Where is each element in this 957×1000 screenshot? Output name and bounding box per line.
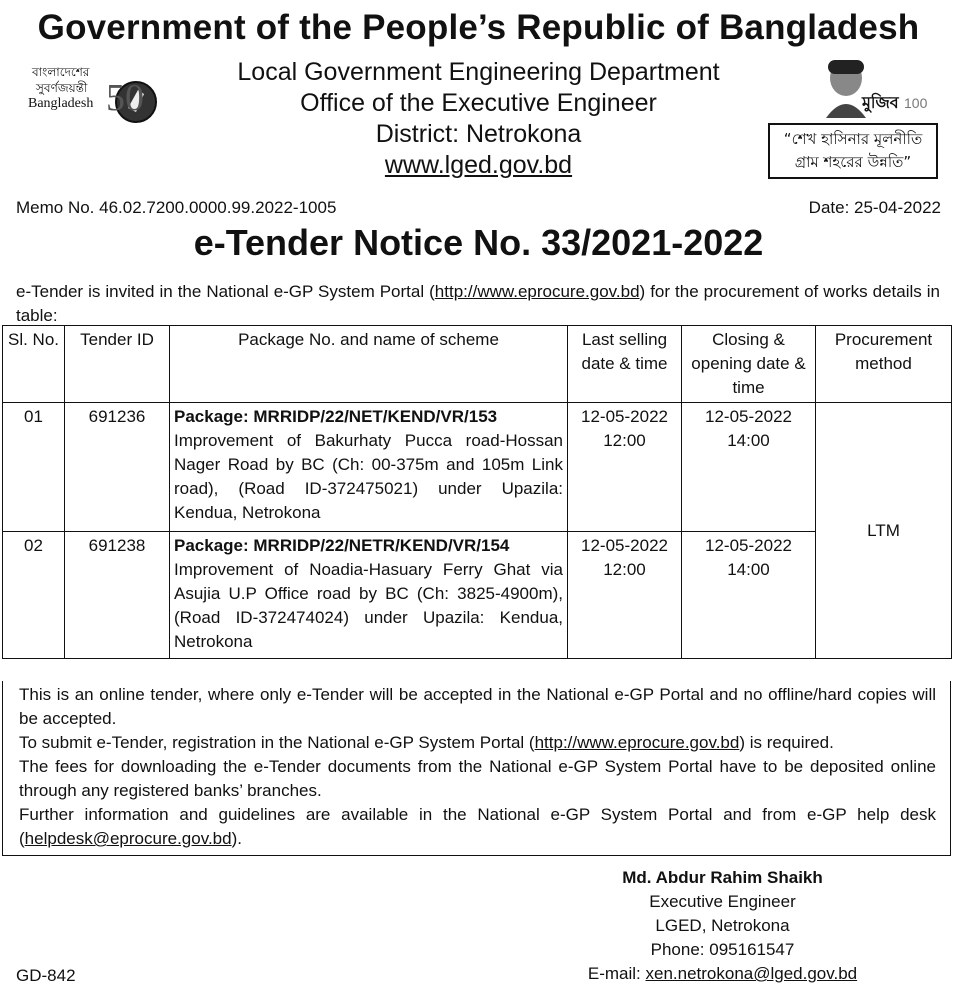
row-tender-id: 691238 [65,532,170,659]
header-last-selling: Last selling date & time [568,326,682,403]
department-name: Local Government Engineering Department [237,58,720,86]
mujib-text: মুজিব [862,93,899,112]
header-method: Procurement method [816,326,952,403]
package-description: Improvement of Bakurhaty Pucca road-Hossan Nager Road by BC (Ch: 00-375m and 105m Link road), (Road ID-372475021) under Upazila: Kendua, Netrokona [174,431,563,522]
intro-paragraph [16,280,940,328]
logo-bn-text-2: সুবর্ণজয়ন্তী [36,81,88,95]
signatory-email-line: E-mail: xen.netrokona@lged.gov.bd [587,964,858,983]
quote-line-1: “শেখ হাসিনার মূলনীতি [783,130,923,148]
last-selling-date: 12-05-2022 [581,407,668,426]
row-closing [682,403,816,532]
last-selling-date: 12-05-2022 [581,536,668,555]
last-selling-time: 12:00 [603,431,646,450]
signatory-org: LGED, Netrokona [655,916,790,935]
mujib-100-logo [800,56,940,124]
note-online-tender: This is an online tender, where only e-Tender will be accepted in the National e-GP Portal and no offline/hard copies will be accepted. [19,685,936,728]
row-last-selling [568,403,682,532]
signatory-name: Md. Abdur Rahim Shaikh [622,868,823,887]
quote-line-2: গ্রাম শহরের উন্নতি” [794,153,912,171]
notice-title: e-Tender Notice No. 33/2021-2022 [193,222,764,263]
eprocure-link[interactable]: http://www.eprocure.gov.bd [434,282,640,301]
logo-bn-text-1: বাংলাদেশের [32,65,90,79]
header-tender-id: Tender ID [65,326,170,403]
mujib-portrait-icon [800,56,940,124]
row-package-cell [170,532,568,659]
intro-text-after: ) for the procurement of works details in table: [16,282,940,325]
table-row [3,532,952,659]
row-package-cell [170,403,568,532]
row-closing [682,532,816,659]
notes-block [2,681,951,856]
logo-number: 50 [106,77,144,119]
quote-box [768,123,938,179]
signatory-title: Executive Engineer [649,892,796,911]
last-selling-time: 12:00 [603,560,646,579]
row-sl: 02 [3,532,65,659]
closing-time: 14:00 [727,431,770,450]
table-row [3,403,952,532]
signature-block [560,866,885,986]
row-last-selling [568,532,682,659]
footer-code: GD-842 [16,966,76,985]
row-sl: 01 [3,403,65,532]
closing-time: 14:00 [727,560,770,579]
row-tender-id: 691236 [65,403,170,532]
memo-number: Memo No. 46.02.7200.0000.99.2022-1005 [16,198,337,217]
helpdesk-email-link[interactable]: helpdesk@eprocure.gov.bd [24,829,232,848]
website-link[interactable]: www.lged.gov.bd [384,151,573,179]
note-fees: The fees for downloading the e-Tender documents from the National e-GP System Portal have to be deposited online through any registered banks’ branches. [19,757,936,800]
header-package: Package No. and name of scheme [170,326,568,403]
mujib-number: 100 [904,95,928,111]
intro-text-before: e-Tender is invited in the National e-GP System Portal ( [16,282,435,301]
government-title: Government of the People’s Republic of Bangladesh [37,8,920,47]
package-number: Package: MRRIDP/22/NET/KEND/VR/153 [174,407,498,426]
note-registration: To submit e-Tender, registration in the National e-GP System Portal (http://www.eprocure.gov.bd) is required. [19,733,834,752]
tender-table [2,325,952,659]
notice-date: Date: 25-04-2022 [808,198,941,217]
package-description: Improvement of Noadia-Hasuary Ferry Ghat via Asujia U.P Office road by BC (Ch: 3825-4900m), (Road ID-372474024) under Upazila: Kendua, Netrokona [174,560,563,651]
procurement-method: LTM [816,403,952,659]
closing-date: 12-05-2022 [705,407,792,426]
package-number: Package: MRRIDP/22/NETR/KEND/VR/154 [174,536,510,555]
note-helpdesk: Further information and guidelines are available in the National e-GP System Portal and from e-GP help desk (helpdesk@eprocure.gov.bd). [19,805,936,848]
signatory-email-link[interactable]: xen.netrokona@lged.gov.bd [645,964,858,983]
logo-en-text: Bangladesh [28,96,94,111]
header-sl: Sl. No. [3,326,65,403]
header-closing: Closing & opening date & time [682,326,816,403]
closing-date: 12-05-2022 [705,536,792,555]
table-header-row [3,326,952,403]
signatory-phone: Phone: 095161547 [650,940,795,959]
eprocure-link[interactable]: http://www.eprocure.gov.bd [534,733,740,752]
office-name: Office of the Executive Engineer [300,89,657,117]
district-name: District: Netrokona [375,120,582,148]
